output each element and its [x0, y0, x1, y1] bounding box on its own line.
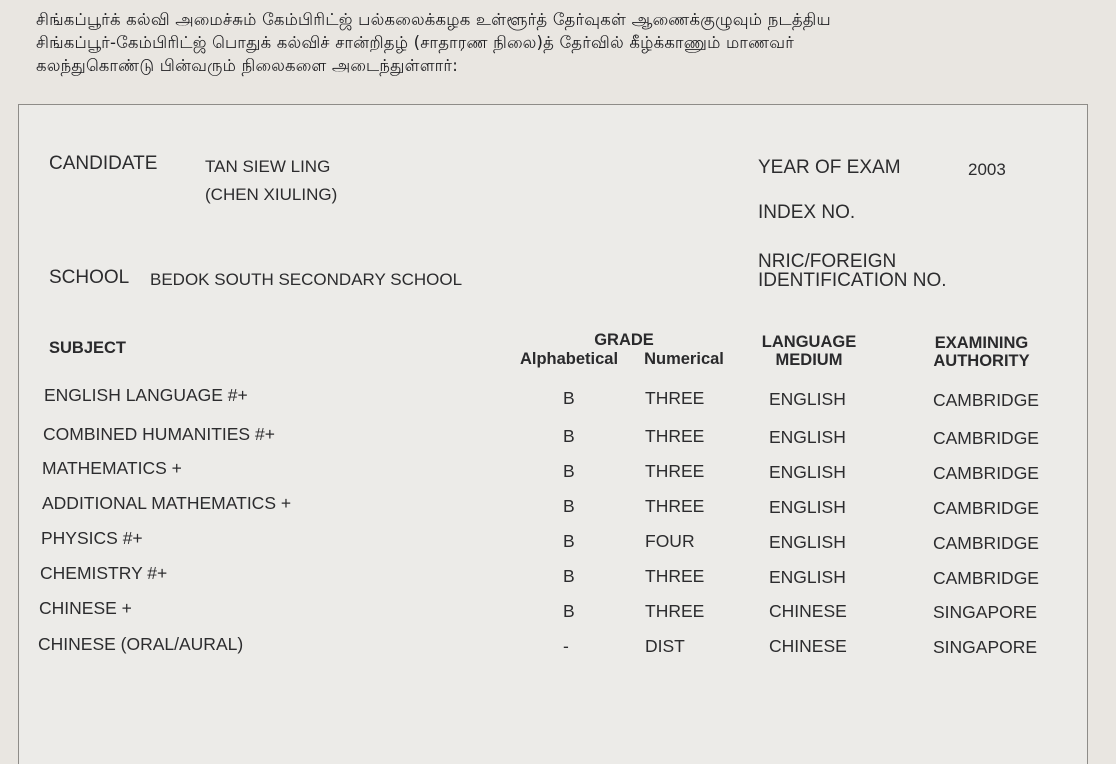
subject-cell: ADDITIONAL MATHEMATICS +: [42, 493, 292, 513]
year-label: YEAR OF EXAM: [758, 157, 901, 178]
numeric-grade-cell: THREE: [645, 601, 705, 621]
examining-authority-header: [924, 334, 1039, 370]
alpha-grade-cell: B: [563, 426, 575, 446]
alpha-grade-cell: B: [563, 531, 575, 551]
alpha-grade-cell: B: [563, 566, 575, 586]
index-label: INDEX NO.: [758, 202, 856, 223]
authority-cell: CAMBRIDGE: [933, 533, 1039, 553]
numerical-header: Numerical: [644, 350, 724, 368]
candidate-label: CANDIDATE: [49, 153, 158, 174]
medium-cell: ENGLISH: [769, 532, 846, 552]
year-value: 2003: [968, 160, 1006, 179]
medium-cell: ENGLISH: [769, 427, 846, 447]
medium-cell: CHINESE: [769, 636, 847, 656]
numeric-grade-cell: THREE: [645, 566, 705, 586]
authority-header-line: AUTHORITY: [933, 352, 1030, 370]
numeric-grade-cell: FOUR: [645, 531, 695, 551]
authority-cell: CAMBRIDGE: [933, 498, 1039, 518]
subject-cell: CHEMISTRY #+: [40, 563, 168, 583]
language-header-line: MEDIUM: [775, 351, 843, 369]
nric-label: [758, 252, 947, 290]
alpha-grade-cell: B: [563, 496, 575, 516]
candidate-name: TAN SIEW LING: [205, 157, 331, 176]
authority-cell: CAMBRIDGE: [933, 463, 1039, 483]
subject-cell: ENGLISH LANGUAGE #+: [44, 385, 248, 405]
grade-header: GRADE: [594, 331, 654, 349]
subject-cell: PHYSICS #+: [41, 528, 143, 548]
authority-header-line: EXAMINING: [934, 334, 1029, 352]
medium-cell: CHINESE: [769, 601, 847, 621]
authority-cell: CAMBRIDGE: [933, 390, 1039, 410]
numeric-grade-cell: THREE: [645, 426, 705, 446]
alpha-grade-cell: B: [563, 388, 575, 408]
numeric-grade-cell: THREE: [645, 496, 705, 516]
medium-cell: ENGLISH: [769, 567, 846, 587]
language-header-line: LANGUAGE: [761, 333, 857, 351]
authority-cell: CAMBRIDGE: [933, 428, 1039, 448]
alpha-grade-cell: B: [563, 601, 575, 621]
numeric-grade-cell: DIST: [645, 636, 685, 656]
subject-cell: CHINESE (ORAL/AURAL): [38, 634, 244, 654]
numeric-grade-cell: THREE: [645, 461, 705, 481]
medium-cell: ENGLISH: [769, 462, 846, 482]
subject-cell: COMBINED HUMANITIES #+: [43, 424, 275, 444]
nric-label-line: IDENTIFICATION NO.: [758, 270, 947, 291]
subject-cell: CHINESE +: [39, 598, 132, 618]
candidate-alt-name: (CHEN XIULING): [205, 185, 338, 204]
alpha-grade-cell: -: [563, 636, 569, 656]
intro-line: சிங்கப்பூர்க் கல்வி அமைச்சும் கேம்பிரிட்ஜ் பல்கலைக்கழக உள்ளூர்த் தேர்வுகள் ஆணைக்குழுவும் நடத்திய: [36, 10, 831, 29]
alpha-grade-cell: B: [563, 461, 575, 481]
authority-cell: SINGAPORE: [933, 637, 1038, 657]
authority-cell: SINGAPORE: [933, 602, 1038, 622]
language-medium-header: [754, 333, 864, 369]
medium-cell: ENGLISH: [769, 389, 846, 409]
alphabetical-header: Alphabetical: [519, 350, 619, 368]
school-value: BEDOK SOUTH SECONDARY SCHOOL: [150, 270, 463, 289]
nric-label-line: NRIC/FOREIGN: [758, 251, 897, 272]
intro-paragraph: [36, 8, 1076, 77]
authority-cell: CAMBRIDGE: [933, 568, 1039, 588]
subject-cell: MATHEMATICS +: [42, 458, 182, 478]
numeric-grade-cell: THREE: [645, 388, 705, 408]
intro-line: சிங்கப்பூர்-கேம்பிரிட்ஜ் பொதுக் கல்விச் சான்றிதழ் (சாதாரண நிலை)த் தேர்வில் கீழ்க்காணும் மாணவர்: [36, 33, 795, 52]
certificate-panel: [18, 104, 1088, 764]
school-label: SCHOOL: [49, 267, 130, 288]
subject-header: SUBJECT: [49, 339, 127, 357]
intro-line: கலந்துகொண்டு பின்வரும் நிலைகளை அடைந்துள்ளார்:: [36, 56, 459, 75]
medium-cell: ENGLISH: [769, 497, 846, 517]
